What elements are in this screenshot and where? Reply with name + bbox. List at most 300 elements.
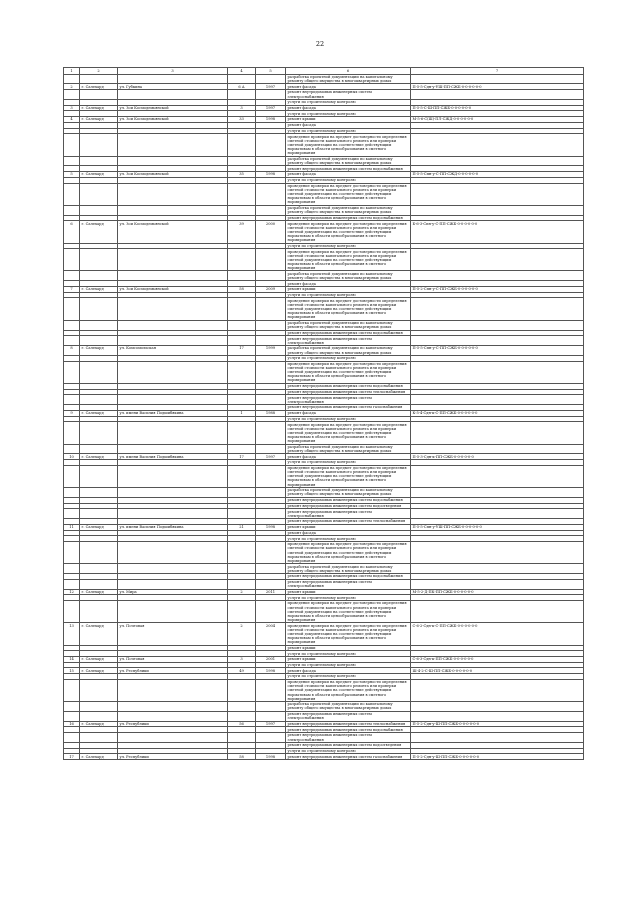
- house-number-cell: 39: [228, 221, 256, 243]
- year-built-cell: 1999: [256, 346, 286, 356]
- work-type-cell: проведение проверки на предмет достоверности определения сметной стоимости капитального ремонта или проверки сметной документации на соответствие действующим нормативам в области ценообразования в сметного нормирования: [286, 465, 411, 487]
- house-number-cell: 1: [228, 410, 256, 416]
- city-cell: г. Салехард: [80, 346, 118, 356]
- row-number: [64, 271, 80, 281]
- building-code-cell: [411, 395, 584, 405]
- city-cell: г. Салехард: [80, 287, 118, 293]
- work-type-cell: ремонт внутридомовых инженерных систем газоснабжения: [286, 405, 411, 411]
- city-cell: [80, 361, 118, 383]
- header-row: [64, 68, 584, 75]
- table-row: [64, 395, 584, 405]
- work-type-cell: ремонт внутридомовых инженерных систем водоснабжения: [286, 574, 411, 580]
- house-number-cell: 6 А: [228, 84, 256, 90]
- row-number: 6: [64, 221, 80, 243]
- building-code-cell: [411, 90, 584, 100]
- building-code-cell: Ш-4-2-С-Ш-ПП-СЖБ-0-0-0-0-0-0: [411, 668, 584, 674]
- work-type-cell: разработка проектной документации на капитальному ремонту общего имущества в многоквартирных домах: [286, 74, 411, 84]
- building-code-cell: К-5-4-Сдн-к-С-ПП-СЖБ-0-0-0-0-0-0: [411, 410, 584, 416]
- work-type-cell: проведение проверки на предмет достоверности определения сметной стоимости капитального ремонта или проверки сметной документации на соответствие действующим нормативам в области ценообразования в сметного нормирования: [286, 679, 411, 701]
- row-number: 12: [64, 589, 80, 595]
- year-built-cell: [256, 74, 286, 84]
- header-cell-4: 4: [228, 68, 256, 75]
- city-cell: г. Салехард: [80, 105, 118, 111]
- year-built-cell: 1998: [256, 668, 286, 674]
- street-cell: ул. Почтовая: [118, 656, 228, 662]
- row-number: 11: [64, 524, 80, 530]
- city-cell: [80, 183, 118, 205]
- year-built-cell: [256, 601, 286, 623]
- house-number-cell: [228, 579, 256, 589]
- city-cell: [80, 509, 118, 519]
- work-type-cell: разработка проектной документации по капитальному ремонту общего имущества в многоквартирных домах: [286, 320, 411, 330]
- row-number: [64, 249, 80, 271]
- building-code-cell: [411, 679, 584, 701]
- street-cell: ул. имени Василия Подшибякина: [118, 524, 228, 530]
- table-row: [64, 156, 584, 166]
- table-row: [64, 542, 584, 564]
- row-number: 5: [64, 172, 80, 178]
- year-built-cell: [256, 579, 286, 589]
- table-row: [64, 205, 584, 215]
- row-number: 10: [64, 454, 80, 460]
- building-code-cell: [411, 422, 584, 444]
- page-number: 22: [315, 40, 325, 48]
- building-code-cell: П-5-2-Сдн-у-Ш-ПП-СЖБ-0-0-0-0-0-0: [411, 721, 584, 727]
- house-number-cell: [228, 156, 256, 166]
- city-cell: [80, 134, 118, 156]
- street-cell: ул. Республики: [118, 668, 228, 674]
- table-row: [64, 221, 584, 243]
- house-number-cell: [228, 488, 256, 498]
- building-code-cell: П-5-5-Сдн-у-УШ-ПП-СЖБ-0-0-0-0-0-0: [411, 84, 584, 90]
- year-built-cell: 1997: [256, 84, 286, 90]
- house-number-cell: 2: [228, 589, 256, 595]
- house-number-cell: [228, 422, 256, 444]
- table-row: [64, 579, 584, 589]
- building-code-cell: М-5-2-Д-ПК-ПП-СЖБ-0-0-0-0-0-0: [411, 589, 584, 595]
- street-cell: [118, 601, 228, 623]
- house-number-cell: 17: [228, 454, 256, 460]
- row-number: [64, 711, 80, 721]
- row-number: [64, 579, 80, 589]
- house-number-cell: [228, 271, 256, 281]
- work-type-cell: ремонт фасада: [286, 281, 411, 287]
- table-row: [64, 422, 584, 444]
- table-row: [64, 564, 584, 574]
- city-cell: [80, 711, 118, 721]
- city-cell: [80, 488, 118, 498]
- street-cell: ул. Губкина: [118, 84, 228, 90]
- street-cell: [118, 183, 228, 205]
- city-cell: г. Салехард: [80, 454, 118, 460]
- city-cell: [80, 336, 118, 346]
- row-number: [64, 679, 80, 701]
- house-number-cell: [228, 361, 256, 383]
- table-row: [64, 74, 584, 84]
- work-type-cell: ремонт фасада: [286, 105, 411, 111]
- row-number: [64, 509, 80, 519]
- table-row: [64, 711, 584, 721]
- house-number-cell: [228, 134, 256, 156]
- year-built-cell: [256, 422, 286, 444]
- row-number: [64, 156, 80, 166]
- year-built-cell: [256, 336, 286, 346]
- table-row: [64, 733, 584, 743]
- work-type-cell: услуги по строительному контролю: [286, 128, 411, 134]
- house-number-cell: [228, 205, 256, 215]
- house-number-cell: 58: [228, 287, 256, 293]
- table-row: [64, 754, 584, 760]
- row-number: 9: [64, 410, 80, 416]
- building-code-cell: М-5-6-С(Ш)-ПЛ-СЖД-0-0-0-0-0-0: [411, 117, 584, 123]
- house-number-cell: 17: [228, 346, 256, 356]
- city-cell: [80, 395, 118, 405]
- row-number: [64, 336, 80, 346]
- row-number: [64, 601, 80, 623]
- work-type-cell: ремонт фасада: [286, 410, 411, 416]
- header-cell-7: 7: [411, 68, 584, 75]
- house-number-cell: 21: [228, 524, 256, 530]
- city-cell: г. Салехард: [80, 668, 118, 674]
- building-code-cell: [411, 183, 584, 205]
- table-row: [64, 465, 584, 487]
- table-row: [64, 601, 584, 623]
- street-cell: ул. Зои Космодемьянской: [118, 221, 228, 243]
- header-cell-2: 2: [80, 68, 118, 75]
- building-code-cell: [411, 74, 584, 84]
- table-row: [64, 346, 584, 356]
- work-type-cell: разработка проектной документации по капитальному ремонту общего имущества в многоквартирных домах: [286, 488, 411, 498]
- header-cell-3: 3: [118, 68, 228, 75]
- work-type-cell: разработка проектной документации по капитальному ремонту общего имущества в многоквартирных домах: [286, 444, 411, 454]
- year-built-cell: 1998: [256, 172, 286, 178]
- row-number: [64, 422, 80, 444]
- row-number: [64, 205, 80, 215]
- work-type-cell: проведение проверки на предмет достоверности определения сметной стоимости капитального ремонта или проверки сметной документации на соответствие действующим нормативам в области ценообразования в сметного нормирования: [286, 249, 411, 271]
- work-type-cell: разработка проектной документации по капитальному ремонту общего имущества в многоквартирных домах: [286, 271, 411, 281]
- city-cell: [80, 74, 118, 84]
- year-built-cell: [256, 395, 286, 405]
- year-built-cell: [256, 564, 286, 574]
- row-number: 13: [64, 623, 80, 645]
- city-cell: [80, 205, 118, 215]
- work-type-cell: разработка проектной документации по капитальному ремонту общего имущества в многоквартирных домах: [286, 564, 411, 574]
- house-number-cell: [228, 320, 256, 330]
- work-type-cell: услуги по строительному контролю: [286, 674, 411, 680]
- year-built-cell: [256, 271, 286, 281]
- work-type-cell: ремонт внутридомовых инженерных систем теплоснабжения: [286, 389, 411, 395]
- work-type-cell: ремонт крыши: [286, 287, 411, 293]
- city-cell: [80, 298, 118, 320]
- row-number: 17: [64, 754, 80, 760]
- work-type-cell: услуги по строительному контролю: [286, 177, 411, 183]
- year-built-cell: 2011: [256, 589, 286, 595]
- city-cell: г. Салехард: [80, 172, 118, 178]
- city-cell: [80, 564, 118, 574]
- work-type-cell: ремонт крыши: [286, 656, 411, 662]
- building-code-cell: [411, 542, 584, 564]
- work-type-cell: ремонт внутридомовых инженерных систем электроснабжения: [286, 733, 411, 743]
- street-cell: [118, 298, 228, 320]
- street-cell: [118, 249, 228, 271]
- table-row: [64, 488, 584, 498]
- year-built-cell: 1998: [256, 524, 286, 530]
- city-cell: г. Салехард: [80, 589, 118, 595]
- work-type-cell: ремонт крыши: [286, 117, 411, 123]
- year-built-cell: [256, 134, 286, 156]
- row-number: [64, 465, 80, 487]
- city-cell: [80, 733, 118, 743]
- table-row: [64, 90, 584, 100]
- building-code-cell: [411, 711, 584, 721]
- house-number-cell: [228, 509, 256, 519]
- year-built-cell: 1997: [256, 105, 286, 111]
- city-cell: [80, 90, 118, 100]
- work-type-cell: проведение проверки на предмет достоверности определения сметной стоимости капитального ремонта или проверки сметной документации на соответствие действующим нормативам в области ценообразования в сметного нормирования: [286, 542, 411, 564]
- row-number: 2: [64, 84, 80, 90]
- work-type-cell: услуги по строительному контролю: [286, 748, 411, 754]
- work-type-cell: ремонт внутридомовых инженерных систем электроснабжения: [286, 579, 411, 589]
- city-cell: г. Салехард: [80, 524, 118, 530]
- year-built-cell: [256, 444, 286, 454]
- house-number-cell: 35: [228, 172, 256, 178]
- work-type-cell: проведение проверки на предмет достоверности определения сметной стоимости капитального ремонта или проверки сметной документации на соответствие действующим нормативам в области ценообразования в сметного нормирования: [286, 422, 411, 444]
- building-code-cell: П-5-5-Спн-у-УШ-ПП-СЖБ-0-0-0-0-0-0: [411, 524, 584, 530]
- house-number-cell: [228, 733, 256, 743]
- year-built-cell: [256, 465, 286, 487]
- street-cell: [118, 134, 228, 156]
- work-type-cell: ремонт внутридомовых инженерных систем электроснабжения: [286, 90, 411, 100]
- row-number: 4: [64, 117, 80, 123]
- street-cell: ул. имени Василия Подшибякина: [118, 454, 228, 460]
- city-cell: г. Салехард: [80, 84, 118, 90]
- row-number: 3: [64, 105, 80, 111]
- house-number-cell: [228, 74, 256, 84]
- work-type-cell: ремонт фасада: [286, 122, 411, 128]
- row-number: [64, 320, 80, 330]
- row-number: [64, 134, 80, 156]
- row-number: [64, 361, 80, 383]
- work-type-cell: услуги по строительному контролю: [286, 111, 411, 117]
- building-code-cell: [411, 205, 584, 215]
- work-type-cell: услуги по строительному контролю: [286, 100, 411, 106]
- building-code-cell: [411, 156, 584, 166]
- street-cell: [118, 465, 228, 487]
- table-body: [64, 74, 584, 760]
- city-cell: г. Салехард: [80, 754, 118, 760]
- street-cell: ул. Зои Космодемьянской: [118, 287, 228, 293]
- table-row: [64, 183, 584, 205]
- row-number: 7: [64, 287, 80, 293]
- city-cell: [80, 601, 118, 623]
- building-code-cell: П-5-5-С-Ш-ПП-СЖБ-0-0-0-0-0-0: [411, 105, 584, 111]
- city-cell: [80, 542, 118, 564]
- table-row: [64, 271, 584, 281]
- row-number: [64, 488, 80, 498]
- row-number: [64, 395, 80, 405]
- city-cell: [80, 465, 118, 487]
- building-code-cell: [411, 579, 584, 589]
- work-type-cell: проведение проверки на предмет достоверности определения сметной стоимости капитального ремонта или проверки сметной документации на соответствие действующим нормативам в области ценообразования в сметного нормирования: [286, 298, 411, 320]
- house-number-cell: 49: [228, 668, 256, 674]
- building-code-cell: [411, 601, 584, 623]
- street-cell: [118, 205, 228, 215]
- row-number: [64, 183, 80, 205]
- street-cell: ул. Республики: [118, 721, 228, 727]
- city-cell: [80, 444, 118, 454]
- table-row: [64, 509, 584, 519]
- house-number-cell: 2: [228, 623, 256, 645]
- city-cell: [80, 320, 118, 330]
- street-cell: [118, 271, 228, 281]
- building-code-cell: [411, 444, 584, 454]
- table-row: [64, 702, 584, 712]
- work-type-cell: ремонт внутридомовых инженерных систем водоснабжения: [286, 215, 411, 221]
- row-number: [64, 564, 80, 574]
- house-number-cell: [228, 444, 256, 454]
- row-number: [64, 702, 80, 712]
- year-built-cell: 2001: [256, 656, 286, 662]
- work-type-cell: ремонт внутридомовых инженерных систем водоотведения: [286, 503, 411, 509]
- header-cell-6: 6: [286, 68, 411, 75]
- building-code-cell: П-5-2-Сдн-у-Ш-ПП-СЖБ-0-0-0-0-0-0: [411, 754, 584, 760]
- year-built-cell: 2000: [256, 221, 286, 243]
- street-cell: [118, 422, 228, 444]
- city-cell: [80, 249, 118, 271]
- street-cell: ул. Зои Космодемьянской: [118, 117, 228, 123]
- year-built-cell: [256, 509, 286, 519]
- work-type-cell: услуги по строительному контролю: [286, 595, 411, 601]
- house-number-cell: [228, 298, 256, 320]
- house-number-cell: [228, 90, 256, 100]
- house-number-cell: [228, 711, 256, 721]
- city-cell: [80, 579, 118, 589]
- work-type-cell: услуги по строительному контролю: [286, 292, 411, 298]
- house-number-cell: [228, 465, 256, 487]
- year-built-cell: [256, 90, 286, 100]
- year-built-cell: [256, 361, 286, 383]
- building-code-cell: [411, 271, 584, 281]
- table-row: [64, 336, 584, 346]
- work-type-cell: ремонт фасада: [286, 668, 411, 674]
- street-cell: [118, 679, 228, 701]
- row-number: [64, 90, 80, 100]
- city-cell: [80, 702, 118, 712]
- year-built-cell: [256, 488, 286, 498]
- building-code-cell: [411, 320, 584, 330]
- work-type-cell: ремонт внутридомовых инженерных систем водоснабжения: [286, 497, 411, 503]
- year-built-cell: 1997: [256, 721, 286, 727]
- house-number-cell: 3: [228, 105, 256, 111]
- work-type-cell: ремонт внутридомовых инженерных систем газоснабжения: [286, 754, 411, 760]
- city-cell: [80, 679, 118, 701]
- year-built-cell: [256, 542, 286, 564]
- work-type-cell: услуги по строительному контролю: [286, 651, 411, 657]
- year-built-cell: [256, 298, 286, 320]
- work-type-cell: ремонт внутридомовых инженерных систем электроснабжения: [286, 395, 411, 405]
- table-row: [64, 623, 584, 645]
- building-code-cell: П-5-3-Сдн-к-ПП-СЖБ-0-0-0-0-0-0: [411, 454, 584, 460]
- building-code-cell: [411, 298, 584, 320]
- street-cell: [118, 488, 228, 498]
- year-built-cell: 2009: [256, 287, 286, 293]
- street-cell: ул. Зои Космодемьянской: [118, 105, 228, 111]
- work-type-cell: ремонт внутридомовых инженерных систем водоотведения: [286, 743, 411, 749]
- street-cell: [118, 733, 228, 743]
- year-built-cell: 1988: [256, 410, 286, 416]
- building-code-cell: С-6-2-Сдн-к-С-ПП-СЖБ-0-0-0-0-0-0: [411, 623, 584, 645]
- city-cell: [80, 156, 118, 166]
- table-row: [64, 320, 584, 330]
- year-built-cell: 1998: [256, 117, 286, 123]
- work-type-cell: ремонт фасада: [286, 530, 411, 536]
- table-row: [64, 679, 584, 701]
- street-cell: [118, 90, 228, 100]
- row-number: [64, 542, 80, 564]
- work-type-cell: ремонт крыши: [286, 645, 411, 651]
- street-cell: [118, 444, 228, 454]
- work-type-cell: услуги по строительному контролю: [286, 662, 411, 668]
- work-type-cell: ремонт внутридомовых инженерных систем электроснабжения: [286, 711, 411, 721]
- street-cell: [118, 564, 228, 574]
- work-type-cell: услуги по строительному контролю: [286, 536, 411, 542]
- repair-schedule-table: [63, 67, 584, 760]
- year-built-cell: [256, 205, 286, 215]
- table-row: [64, 444, 584, 454]
- street-cell: ул. Почтовая: [118, 623, 228, 645]
- building-code-cell: [411, 564, 584, 574]
- year-built-cell: [256, 156, 286, 166]
- city-cell: [80, 422, 118, 444]
- house-number-cell: [228, 702, 256, 712]
- city-cell: г. Салехард: [80, 721, 118, 727]
- street-cell: [118, 509, 228, 519]
- work-type-cell: проведение проверки на предмет достоверности определения сметной стоимости капитального ремонта или проверки сметной документации на соответствие действующим нормативам в области ценообразования в сметного нормирования: [286, 361, 411, 383]
- work-type-cell: ремонт крыши: [286, 524, 411, 530]
- street-cell: ул. Мира: [118, 589, 228, 595]
- year-built-cell: [256, 711, 286, 721]
- city-cell: г. Салехард: [80, 117, 118, 123]
- work-type-cell: проведение проверки на предмет достоверности определения сметной стоимости капитального ремонта или проверки сметной документации на соответствие действующим нормативам в области ценообразования в сметного нормирования: [286, 221, 411, 243]
- work-type-cell: проведение проверки на предмет достоверности определения сметной стоимости капитального ремонта или проверки сметной документации на соответствие действующим нормативам в области ценообразования в сметного нормирования: [286, 623, 411, 645]
- street-cell: ул. Республики: [118, 754, 228, 760]
- building-code-cell: П-5-2-Спн-у-С-ПП-СЖБ-0-0-0-0-0-0: [411, 287, 584, 293]
- city-cell: [80, 271, 118, 281]
- city-cell: г. Салехард: [80, 221, 118, 243]
- work-type-cell: проведение проверки на предмет достоверности определения сметной стоимости капитального ремонта или проверки сметной документации на соответствие действующим нормативам в области ценообразования в сметного нормирования: [286, 183, 411, 205]
- table-row: [64, 298, 584, 320]
- work-type-cell: ремонт внутридомовых инженерных систем теплоснабжения: [286, 519, 411, 525]
- street-cell: [118, 711, 228, 721]
- building-code-cell: П-5-5-Спн-у-С-ПП-СЖД-0-0-0-0-0-0: [411, 172, 584, 178]
- work-type-cell: ремонт внутридомовых инженерных систем водоснабжения: [286, 383, 411, 389]
- building-code-cell: П-5-5-Спн-у-С-ПП-СЖБ-0-0-0-0-0-0: [411, 346, 584, 356]
- row-number: [64, 733, 80, 743]
- work-type-cell: ремонт фасада: [286, 172, 411, 178]
- building-code-cell: Б-6-3-Спн-у-С-ПП-СЖБ-0-0-0-0-0-0: [411, 221, 584, 243]
- work-type-cell: ремонт внутридомовых инженерных систем теплоснабжения: [286, 721, 411, 727]
- year-built-cell: 2004: [256, 623, 286, 645]
- year-built-cell: [256, 183, 286, 205]
- work-type-cell: ремонт фасада: [286, 84, 411, 90]
- house-number-cell: [228, 542, 256, 564]
- work-type-cell: разработка проектной документации по капитальному ремонту общего имущества в многоквартирных домах: [286, 702, 411, 712]
- house-number-cell: 3: [228, 656, 256, 662]
- work-type-cell: ремонт крыши: [286, 589, 411, 595]
- building-code-cell: [411, 733, 584, 743]
- work-type-cell: услуги по строительному контролю: [286, 355, 411, 361]
- work-type-cell: ремонт внутридомовых инженерных систем водоснабжения: [286, 727, 411, 733]
